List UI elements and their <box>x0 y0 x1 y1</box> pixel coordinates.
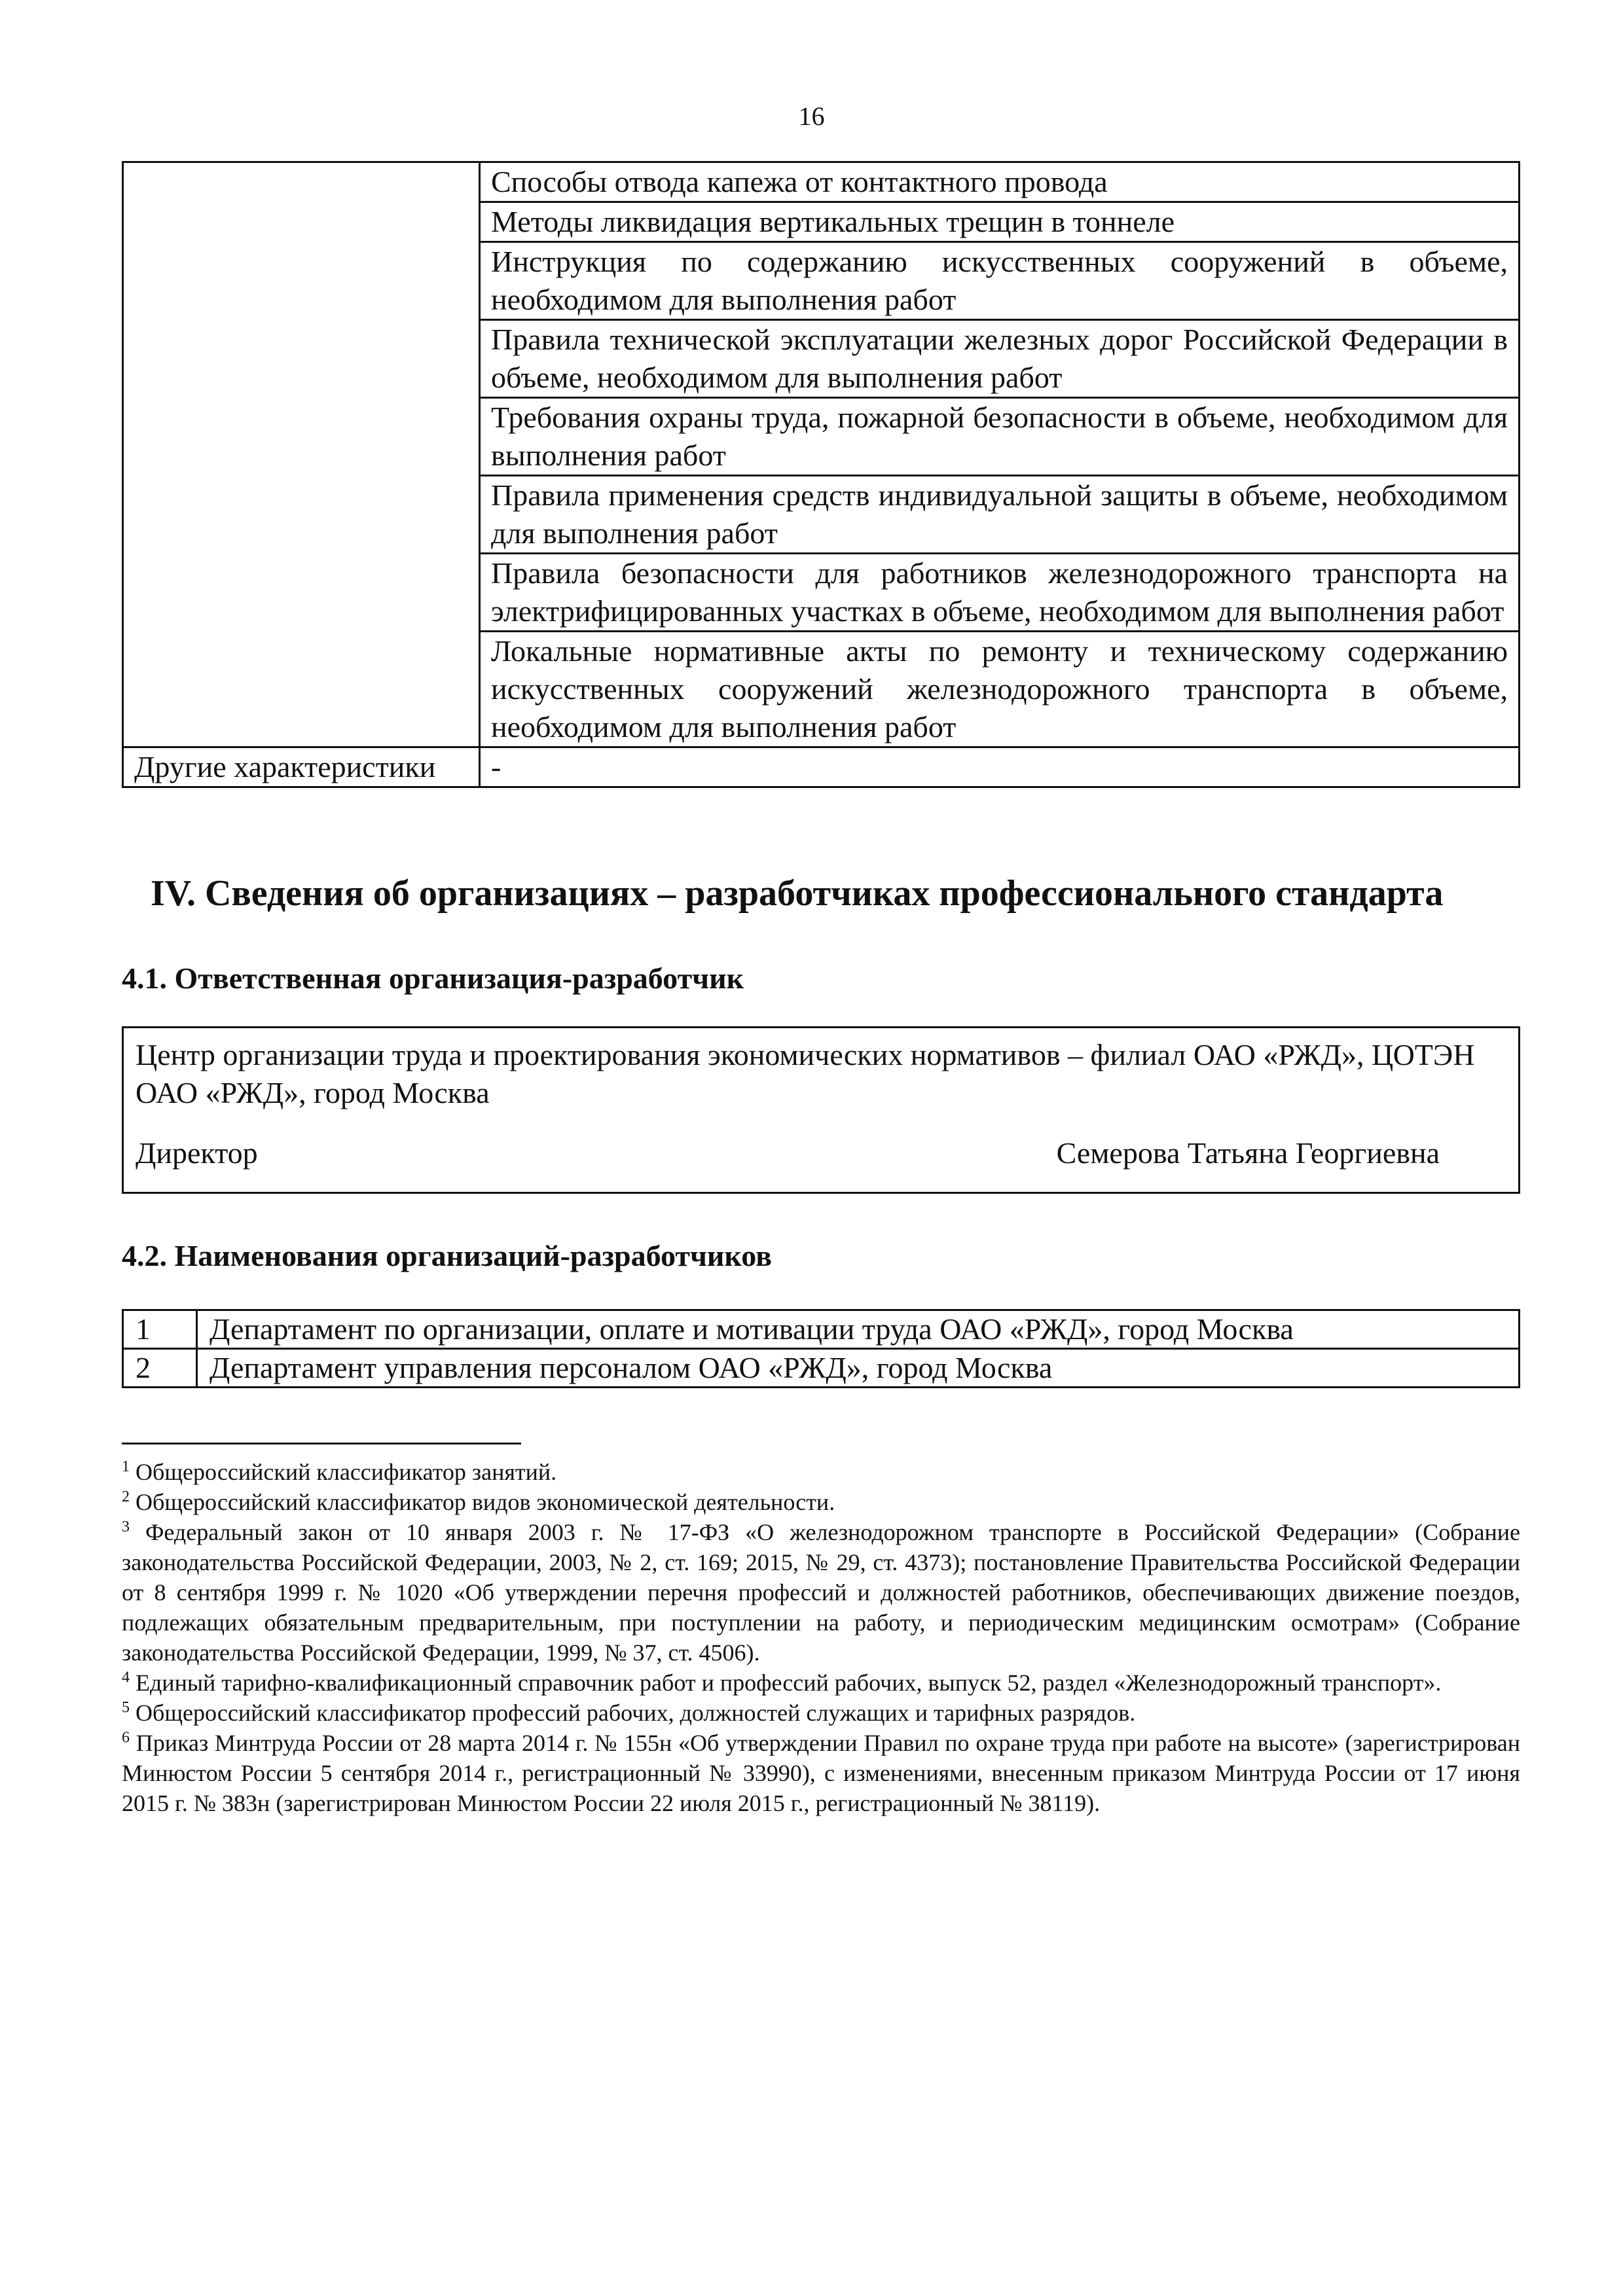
footnote-separator <box>122 1443 521 1444</box>
footnote-mark: 1 <box>122 1458 130 1475</box>
developer-name: Департамент по организации, оплате и мотивации труда ОАО «РЖД», город Москва <box>197 1310 1520 1349</box>
knowledge-item: Инструкция по содержанию искусственных сооружений в объеме, необходимом для выполнения работ <box>480 242 1520 320</box>
footnote-text: Приказ Минтруда России от 28 марта 2014 г. № 155н «Об утверждении Правил по охране труда при работе на высоте» (зарегистрирован Минюстом России 5 сентября 2014 г., регистрационный № 33990), с изменениями, внесенным приказом Минтруда России от 17 июня 2015 г. № 383н (зарегистрирован Минюстом России 22 июля 2015 г., регистрационный № 38119). <box>122 1730 1521 1816</box>
knowledge-item: Требования охраны труда, пожарной безопасности в объеме, необходимом для выполнения работ <box>480 398 1520 476</box>
director-label: Директор <box>136 1136 258 1170</box>
table-cell-empty <box>123 162 480 747</box>
developers-table <box>122 1309 1520 1388</box>
responsible-org-name: Центр организации труда и проектирования экономических нормативов – филиал ОАО «РЖД», ЦОТЭН ОАО «РЖД», город Москва <box>136 1038 1475 1109</box>
developer-name: Департамент управления персоналом ОАО «РЖД», город Москва <box>197 1349 1520 1388</box>
footnote <box>122 1517 1520 1668</box>
table-row <box>123 162 1520 202</box>
footnote <box>122 1698 1520 1728</box>
footnote <box>122 1728 1520 1818</box>
developers-heading: 4.2. Наименования организаций-разработчиков <box>122 1239 772 1272</box>
other-characteristics-label: Другие характеристики <box>123 747 480 787</box>
footnote-text: Общероссийский классификатор профессий рабочих, должностей служащих и тарифных разрядов. <box>136 1700 1136 1726</box>
footnote <box>122 1487 1520 1517</box>
other-characteristics-value: - <box>480 747 1520 787</box>
table-row <box>123 747 1520 787</box>
footnote-mark: 2 <box>122 1488 130 1505</box>
footnote-text: Общероссийский классификатор видов экономической деятельности. <box>136 1489 835 1515</box>
developer-number: 2 <box>123 1349 197 1388</box>
footnote-mark: 4 <box>122 1669 130 1686</box>
knowledge-item: Локальные нормативные акты по ремонту и техническому содержанию искусственных сооружений железнодорожного транспорта в объеме, необходимом для выполнения работ <box>480 632 1520 747</box>
knowledge-item: Способы отвода капежа от контактного провода <box>480 162 1520 202</box>
footnote-text: Общероссийский классификатор занятий. <box>136 1459 557 1485</box>
footnotes <box>122 1457 1520 1818</box>
knowledge-item: Методы ликвидация вертикальных трещин в тоннеле <box>480 202 1520 242</box>
knowledge-table <box>122 161 1520 788</box>
responsible-org-heading: 4.1. Ответственная организация-разработчик <box>122 961 744 995</box>
footnote-text: Федеральный закон от 10 января 2003 г. № 17-ФЗ «О железнодорожном транспорте в Российской Федерации» (Собрание законодательства Российской Федерации, 2003, № 2, ст. 169; 2015, № 29, ст. 4373); постановление Правительства Российской Федерации от 8 сентября 1999 г. № 1020 «Об утверждении перечня профессий и должностей работников, обеспечивающих движение поездов, подлежащих обязательным предварительным, при поступлении на работу, и периодическим медицинским осмотрам» (Собрание законодательства Российской Федерации, 1999, № 37, ст. 4506). <box>122 1519 1521 1666</box>
footnote-mark: 5 <box>122 1699 130 1716</box>
developer-number: 1 <box>123 1310 197 1349</box>
section-title: IV. Сведения об организациях – разработчиках профессионального стандарта <box>151 873 1444 914</box>
knowledge-item: Правила технической эксплуатации железных дорог Российской Федерации в объеме, необходимом для выполнения работ <box>480 320 1520 398</box>
footnote-mark: 6 <box>122 1729 130 1746</box>
page-number: 16 <box>798 101 825 131</box>
footnote <box>122 1457 1520 1487</box>
knowledge-item: Правила безопасности для работников железнодорожного транспорта на электрифицированных участках в объеме, необходимом для выполнения работ <box>480 554 1520 632</box>
footnote <box>122 1668 1520 1698</box>
responsible-org-box <box>122 1026 1520 1194</box>
table-row <box>123 1310 1520 1349</box>
knowledge-item: Правила применения средств индивидуальной защиты в объеме, необходимом для выполнения работ <box>480 476 1520 554</box>
table-row <box>123 1349 1520 1388</box>
footnote-text: Единый тарифно-квалификационный справочник работ и профессий рабочих, выпуск 52, раздел «Железнодорожный транспорт». <box>136 1670 1442 1696</box>
director-name: Семерова Татьяна Георгиевна <box>1056 1136 1440 1170</box>
footnote-mark: 3 <box>122 1518 130 1535</box>
